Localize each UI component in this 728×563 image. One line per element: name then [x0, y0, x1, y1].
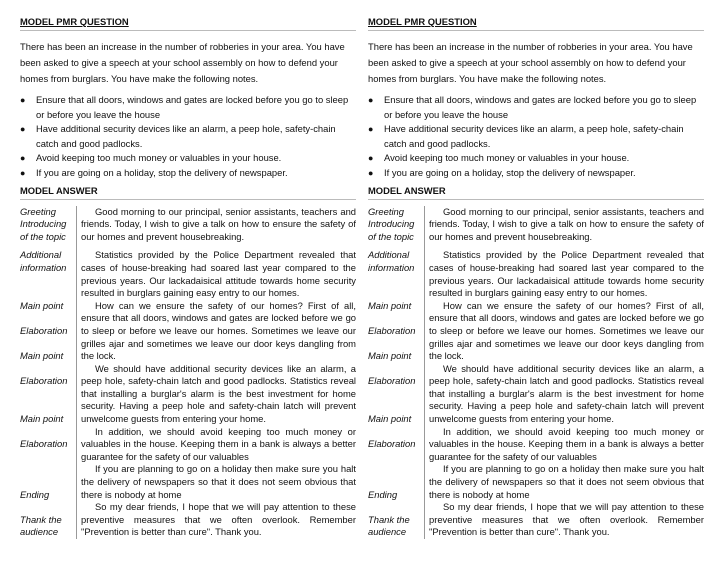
label-elaboration: Elaboration: [20, 375, 68, 387]
label-main-point: Main point: [368, 350, 412, 362]
list-item: [368, 151, 704, 166]
label-main-point: Main point: [368, 413, 412, 425]
list-item-text: If you are going on a holiday, stop the delivery of newspaper.: [384, 166, 636, 178]
divider: [20, 30, 356, 31]
notes-list: [20, 93, 356, 181]
label-elaboration: Elaboration: [368, 324, 416, 336]
label-ending: Ending: [20, 488, 50, 500]
bullet-icon: ●: [20, 153, 26, 164]
list-item-text: Ensure that all doors, windows and gates are locked before you go to sleep or before you leave the house: [36, 94, 349, 120]
divider: [368, 199, 704, 200]
list-item: [368, 93, 704, 122]
label-greeting: Greeting: [368, 205, 404, 217]
list-item-text: Have additional security devices like an alarm, a peep hole, safety-chain catch and good padlocks.: [36, 123, 336, 149]
label-additional: Additional: [20, 249, 62, 261]
list-item-text: Ensure that all doors, windows and gates are locked before you go to sleep or before you leave the house: [384, 94, 697, 120]
divider: [368, 30, 704, 31]
paragraph-main-point-1: How can we ensure the safety of our homes? First of all, ensure that all doors, windows and gates are locked before we go to sleep or before we leave our homes. Sometimes we leave our grilles ajar and sometimes we leave our door keys dangling from the lock.: [81, 299, 356, 362]
label-elaboration: Elaboration: [368, 438, 416, 450]
label-main-point: Main point: [368, 299, 412, 311]
left-column: [20, 0, 356, 539]
paragraph-greeting: Good morning to our principal, senior assistants, teachers and friends. Today, I wish to give a talk on how to ensure the safety of our homes and prevent housebreaking.: [81, 205, 356, 242]
list-item: [20, 93, 356, 122]
list-item: [368, 122, 704, 151]
answer-heading: MODEL ANSWER: [20, 184, 98, 196]
question-heading: MODEL PMR QUESTION: [368, 16, 477, 27]
label-information: information: [368, 261, 415, 273]
model-answer: [20, 206, 356, 539]
model-answer: [368, 206, 704, 539]
paragraph-main-point-4: If you are planning to go on a holiday then make sure you halt the delivery of newspapers so that it does not seem obvious that there is nobody at home: [81, 463, 356, 500]
notes-list: [368, 93, 704, 181]
question-heading: MODEL PMR QUESTION: [20, 16, 129, 27]
bullet-icon: ●: [20, 124, 26, 135]
paragraph-main-point-2: We should have additional security devices like an alarm, a peep hole, safety-chain latch and good padlocks. Statistics reveal that installing a burglar's alarm is the best investment for home security. Having a peep hole and safety-chain latch will prevent unwelcome guests from entering your home.: [429, 362, 704, 425]
list-item: [20, 151, 356, 166]
bullet-icon: ●: [368, 95, 374, 105]
label-ending: Ending: [368, 488, 398, 500]
label-main-point: Main point: [20, 350, 64, 362]
paragraph-greeting: Good morning to our principal, senior assistants, teachers and friends. Today, I wish to give a talk on how to ensure the safety of our homes and prevent housebreaking.: [429, 205, 704, 242]
divider: [20, 199, 356, 200]
label-thank-the: Thank the: [20, 513, 62, 525]
list-item: [20, 122, 356, 151]
bullet-icon: ●: [368, 153, 374, 164]
label-elaboration: Elaboration: [368, 375, 416, 387]
bullet-icon: ●: [368, 167, 374, 178]
label-introducing: Introducing: [368, 218, 415, 230]
question-intro: There has been an increase in the number of robberies in your area. You have been asked to give a speech at your school assembly on how to defend your homes from burglars. You have make the following notes.: [368, 41, 693, 84]
bullet-icon: ●: [368, 124, 374, 135]
label-of-the-topic: of the topic: [20, 230, 66, 242]
margin-labels: [20, 206, 77, 539]
paragraph-main-point-4: If you are planning to go on a holiday then make sure you halt the delivery of newspapers so that it does not seem obvious that there is nobody at home: [429, 463, 704, 500]
list-item-text: Avoid keeping too much money or valuables in your house.: [384, 152, 630, 164]
label-audience: audience: [20, 526, 59, 538]
paragraph-main-point-3: In addition, we should avoid keeping too much money or valuables in the house. Keeping them in a bank is always a better guarantee for the safety of our valuables: [81, 425, 356, 462]
list-item: [20, 166, 356, 181]
paragraph-ending: So my dear friends, I hope that we will pay attention to these preventive measures that we often overlook. Remember "Prevention is better than cure". Thank you.: [429, 501, 704, 538]
label-elaboration: Elaboration: [20, 438, 68, 450]
answer-paragraphs: [77, 206, 356, 539]
label-audience: audience: [368, 526, 407, 538]
label-information: information: [20, 261, 67, 273]
paragraph-main-point-3: In addition, we should avoid keeping too much money or valuables in the house. Keeping them in a bank is always a better guarantee for the safety of our valuables: [429, 425, 704, 462]
paragraph-additional-information: Statistics provided by the Police Department revealed that cases of house-breaking had soared last year compared to the previous years. Our lackadaisical attitude towards home security resulted in burglars gaining easy entry to our homes.: [429, 249, 704, 299]
paragraph-main-point-2: We should have additional security devices like an alarm, a peep hole, safety-chain latch and good padlocks. Statistics reveal that installing a burglar's alarm is the best investment for home security. Having a peep hole and safety-chain latch will prevent unwelcome guests from entering your home.: [81, 362, 356, 425]
list-item-text: If you are going on a holiday, stop the delivery of newspaper.: [36, 166, 288, 178]
label-greeting: Greeting: [20, 205, 56, 217]
label-main-point: Main point: [20, 413, 64, 425]
label-introducing: Introducing: [20, 218, 67, 230]
question-intro: There has been an increase in the number of robberies in your area. You have been asked to give a speech at your school assembly on how to defend your homes from burglars. You have make the following notes.: [20, 41, 345, 84]
paragraph-main-point-1: How can we ensure the safety of our homes? First of all, ensure that all doors, windows and gates are locked before we go to sleep or before we leave our homes. Sometimes we leave our grilles ajar and sometimes we leave our door keys dangling from the lock.: [429, 299, 704, 362]
label-additional: Additional: [368, 249, 410, 261]
label-main-point: Main point: [20, 299, 64, 311]
margin-labels: [368, 206, 425, 539]
list-item-text: Avoid keeping too much money or valuables in your house.: [36, 152, 282, 164]
list-item: [368, 166, 704, 181]
bullet-icon: ●: [20, 95, 26, 105]
answer-paragraphs: [425, 206, 704, 539]
label-elaboration: Elaboration: [20, 324, 68, 336]
label-thank-the: Thank the: [368, 513, 410, 525]
paragraph-ending: So my dear friends, I hope that we will pay attention to these preventive measures that we often overlook. Remember "Prevention is better than cure". Thank you.: [81, 501, 356, 538]
paragraph-additional-information: Statistics provided by the Police Department revealed that cases of house-breaking had soared last year compared to the previous years. Our lackadaisical attitude towards home security resulted in burglars gaining easy entry to our homes.: [81, 249, 356, 299]
list-item-text: Have additional security devices like an alarm, a peep hole, safety-chain catch and good padlocks.: [384, 123, 684, 149]
label-of-the-topic: of the topic: [368, 230, 414, 242]
answer-heading: MODEL ANSWER: [368, 184, 446, 196]
bullet-icon: ●: [20, 167, 26, 178]
right-column: [368, 0, 704, 539]
